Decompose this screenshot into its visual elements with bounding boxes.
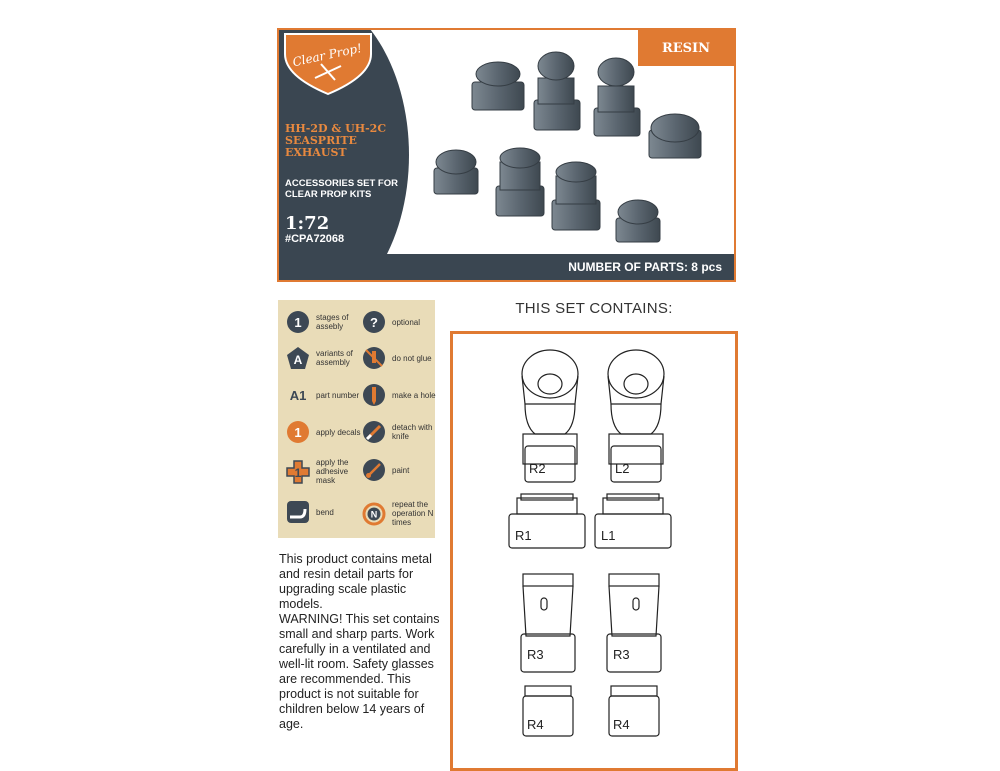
product-subtitle <box>285 178 403 200</box>
product-code: #CPA72068 <box>285 233 345 245</box>
subtitle-line: CLEAR PROP KITS <box>285 189 372 200</box>
part-label: R3 <box>613 647 630 662</box>
adhesive-mask-icon <box>286 460 310 484</box>
part-number-icon: A1 <box>289 387 307 403</box>
legend-text: variants of assembly <box>316 349 353 367</box>
repeat-icon <box>362 502 386 526</box>
part-label: R3 <box>527 647 544 662</box>
legend-text: apply decals <box>316 427 361 437</box>
title-line: EXHAUST <box>285 146 347 159</box>
contents-diagram <box>450 331 738 771</box>
contents-title: THIS SET CONTAINS: <box>515 300 673 317</box>
legend-text: apply the adhesive mask <box>316 458 349 485</box>
product-card <box>277 28 736 282</box>
legend-item <box>362 383 440 407</box>
resin-label: RESIN <box>638 30 734 66</box>
paint-brush-icon <box>362 458 386 482</box>
part-label: R1 <box>515 528 532 543</box>
optional-icon: ? <box>363 311 385 333</box>
drill-icon <box>362 383 386 407</box>
legend-text: make a hole <box>392 390 436 400</box>
part-label: L1 <box>601 528 616 543</box>
mask-number: 1 <box>294 465 302 480</box>
logo-text: Clear Prop! <box>291 40 364 70</box>
resin-parts-photo <box>424 50 714 250</box>
legend-item <box>286 500 364 524</box>
variant-pentagon-icon <box>286 346 310 370</box>
parts-line-drawing <box>453 334 735 768</box>
parts-count-bar <box>279 254 734 280</box>
product-description <box>279 552 451 732</box>
legend-text: optional <box>392 317 421 327</box>
legend-item <box>286 383 364 407</box>
part-label: R4 <box>527 717 544 732</box>
stage-number-icon: 1 <box>287 311 309 333</box>
title-line: SEASPRITE <box>285 134 357 147</box>
no-glue-icon <box>362 346 386 370</box>
symbol-legend <box>278 300 435 538</box>
decal-icon: 1 <box>287 421 309 443</box>
legend-item <box>362 310 440 334</box>
legend-item <box>362 500 440 527</box>
product-title <box>285 123 403 159</box>
legend-text: part number <box>316 390 360 400</box>
legend-item <box>286 458 364 485</box>
part-label: R4 <box>613 717 630 732</box>
title-line: HH-2D & UH-2C <box>285 122 387 135</box>
knife-icon <box>362 420 386 444</box>
legend-text: stages of assebly <box>316 313 349 331</box>
legend-item <box>362 346 440 370</box>
part-label: R2 <box>529 461 546 476</box>
clear-prop-logo <box>277 28 377 98</box>
legend-text: paint <box>392 465 410 475</box>
description-paragraph: This product contains metal and resin detail parts for upgrading scale plastic models. <box>279 552 432 611</box>
legend-item <box>286 346 364 370</box>
legend-item <box>362 458 440 482</box>
legend-item <box>362 420 440 444</box>
bend-icon <box>286 500 310 524</box>
subtitle-line: ACCESSORIES SET FOR <box>285 178 398 189</box>
parts-count: NUMBER OF PARTS: 8 pcs <box>568 260 722 274</box>
repeat-letter: N <box>370 509 378 519</box>
legend-text: do not glue <box>392 353 432 363</box>
legend-text: bend <box>316 507 334 517</box>
scale-label: 1:72 <box>285 213 330 234</box>
warning-paragraph: WARNING! This set contains small and sharp parts. Work carefully in a ventilated and well-lit room. Safety glasses are recommended. This product is not suitable for children below 14 years of age. <box>279 612 440 731</box>
part-label: L2 <box>615 461 630 476</box>
legend-item <box>286 420 364 444</box>
variant-letter: A <box>293 353 303 367</box>
legend-text: detach with knife <box>392 423 433 441</box>
legend-text: repeat the operation N times <box>392 500 434 527</box>
legend-item <box>286 310 364 334</box>
